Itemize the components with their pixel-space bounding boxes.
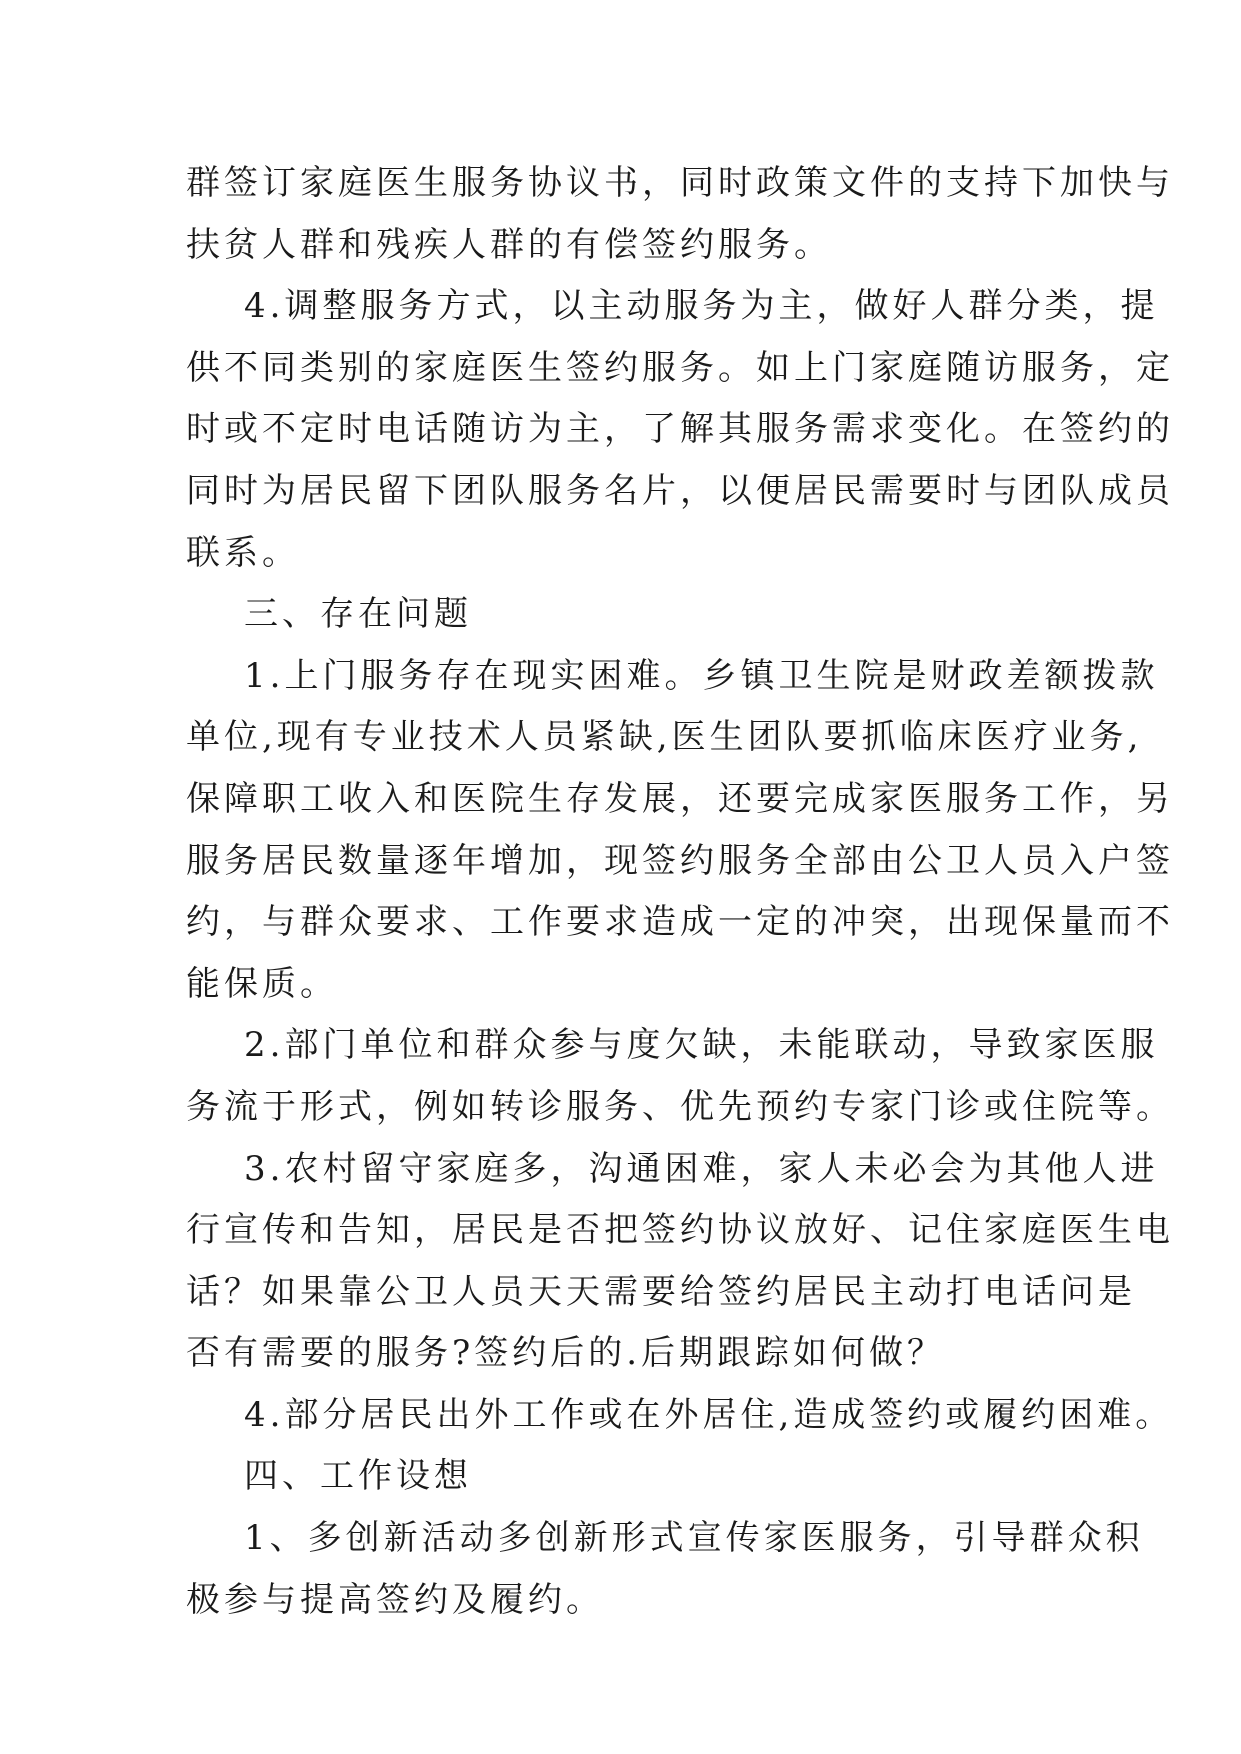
text-line: 务流于形式，例如转诊服务、优先预约专家门诊或住院等。 — [186, 1086, 1174, 1127]
text-line: 扶贫人群和残疾人群的有偿签约服务。 — [186, 224, 832, 265]
text-line: 时或不定时电话随访为主，了解其服务需求变化。在签约的 — [186, 409, 1174, 450]
text-line: 保障职工收入和医院生存发展，还要完成家医服务工作，另 — [186, 778, 1174, 819]
text-line: 联系。 — [186, 532, 300, 573]
text-line: 行宣传和告知，居民是否把签约协议放好、记住家庭医生电 — [186, 1210, 1174, 1251]
document-body — [186, 153, 1174, 1631]
text-line: 2.部门单位和群众参与度欠缺，未能联动，导致家医服 — [244, 1025, 1159, 1066]
text-line: 单位,现有专业技术人员紧缺,医生团队要抓临床医疗业务, — [186, 717, 1143, 758]
text-line: 4.部分居民出外工作或在外居住,造成签约或履约困难。 — [244, 1394, 1174, 1435]
text-line: 三、存在问题 — [244, 594, 472, 635]
text-line: 四、工作设想 — [244, 1456, 472, 1497]
text-line: 1、多创新活动多创新形式宣传家医服务，引导群众积 — [244, 1518, 1144, 1559]
text-line: 4.调整服务方式，以主动服务为主，做好人群分类，提 — [244, 286, 1159, 327]
text-line: 话？如果靠公卫人员天天需要给签约居民主动打电话问是 — [186, 1271, 1136, 1312]
text-line: 极参与提高签约及履约。 — [186, 1579, 604, 1620]
text-line: 能保质。 — [186, 963, 338, 1004]
text-line: 群签订家庭医生服务协议书，同时政策文件的支持下加快与 — [186, 163, 1174, 203]
text-line: 约，与群众要求、工作要求造成一定的冲突，出现保量而不 — [186, 902, 1174, 943]
text-line: 3.农村留守家庭多，沟通困难，家人未必会为其他人进 — [244, 1148, 1159, 1189]
text-line: 1.上门服务存在现实困难。乡镇卫生院是财政差额拨款 — [244, 655, 1159, 696]
text-line: 否有需要的服务?签约后的.后期跟踪如何做？ — [186, 1333, 946, 1374]
text-line: 同时为居民留下团队服务名片，以便居民需要时与团队成员 — [186, 470, 1174, 511]
text-line: 供不同类别的家庭医生签约服务。如上门家庭随访服务，定 — [186, 347, 1174, 388]
text-line: 服务居民数量逐年增加，现签约服务全部由公卫人员入户签 — [186, 840, 1174, 881]
